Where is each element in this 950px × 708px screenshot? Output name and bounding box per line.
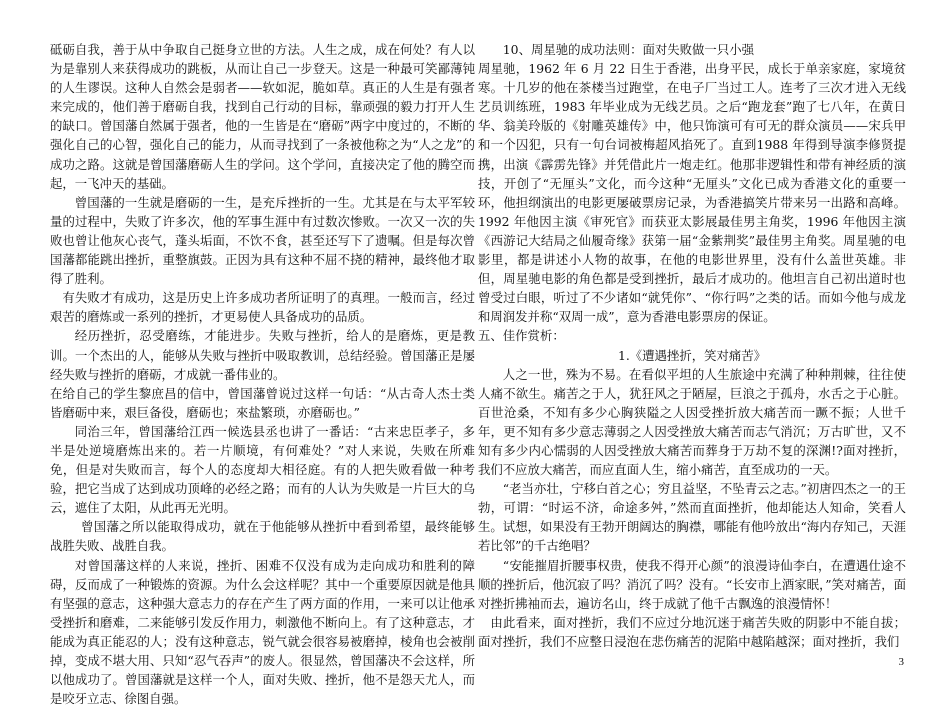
paragraph: “老当亦壮，宁移白首之心；穷且益坚，不坠青云之志。”初唐四杰之一的王勃，可谓：“时运不济，命途多舛，”然而直面挫折，他却能达人知命，笑看人生。试想，如果没有王勃开朗阔达的胸襟，哪能有他吟放出“海内存知己，天涯若比邻”的千古绝唱？ (478, 481, 906, 554)
section-heading: 10、周星驰的成功法则：面对失败做一只小强 (502, 42, 754, 57)
paragraph: 由此看来，面对挫折，我们不应过分地沉迷于痛苦失败的阴影中不能自拔；面对挫折，我们不应整日浸泡在悲伤痛苦的泥陷中越陷越深；面对挫折，我们 (478, 614, 906, 649)
left-column (50, 40, 475, 708)
paragraph: 砥砺自我，善于从中争取自己挺身立世的方法。人生之成，成在何处？有人以为是靠别人来获得成功的跳板，从而让自己一步登天。这是一种最可笑鄙薄钝的人生谬误。这种人自然会是弱者——软如泥，脆如草。真正的人生是有强者来完成的，他们善于磨砺自我，找到自己行动的目标，靠顽强的毅力打开人生的缺口。曾国藩自然属于强者，他的一生皆是在“磨砺”两字中度过的，不断的强化自己的心智，强化自己的能力，从而寻找到了一条被他称之为“人之龙”的成功之路。这就是曾国藩磨砺人生的学问。这个学问，直接决定了他的腾空而起，一飞冲天的基础。 (50, 42, 475, 191)
right-column (478, 40, 906, 651)
paragraph: 同治三年，曾国藩给江西一候选县丞也讲了一番话：“古来忠臣孝子，多半是处逆境磨炼出来的。若一片顺境，有何难处？”对人来说，失败在所难免，但是对失败而言，每个人的态度却大相径庭。有的人把失败看做一种考验，把它当成了达到成功顶峰的必经之路；而有的人认为失败是一片巨大的乌云，遮住了太阳，从此再无光明。 (50, 423, 475, 516)
paragraph: 周星驰，1962 年 6 月 22 日生于香港，出身平民，成长于单亲家庭，家境贫寒。十几岁的他在茶楼当过跑堂，在电子厂当过工人。连考了三次才进入无线艺员训练班，1983 年毕业成为无线艺员。之后“跑龙套”跑了七八年，在黄日华、翁美玲版的《射雕英雄传》中，他只饰演可有可无的群众演员——宋兵甲和一个囚犯，只有一句台词被梅超风掐死了。直到1988 年得到导演李修贤提携，出演《霹雳先锋》并凭借此片一炮走红。他那非逻辑性和带有神经质的演技，开创了“无厘头”文化，而今这种“无厘头”文化已成为香港文化的重要一环，他担纲演出的电影更屡破票房记录，为香港搞笑片带来另一出路和高峰。1992 年他因主演《审死官》而获亚太影展最佳男主角奖，1996 年他因主演《西游记大结局之仙履奇缘》获第一届“金紫荆奖”最佳男主角奖。周星驰的电影里，都是讲述小人物的故事，在他的电影世界里，没有什么盖世英雄。非但，周星驰电影的角色都是受到挫折，最后才成功的。他坦言自己初出道时也曾受过白眼，听过了不少诸如“就凭你”、“你行吗”之类的话。而如今他与成龙和周润发并称“双周一成”，意为香港电影票房的保证。 (478, 61, 906, 325)
page-number: 3 (898, 656, 904, 668)
paragraph: 曾国藩之所以能取得成功，就在于他能够从挫折中看到希望，最终能够战胜失败、战胜自我。 (50, 519, 475, 554)
paragraph: “安能摧眉折腰事权贵，使我不得开心颜”的浪漫诗仙李白，在遭遇仕途不顺的挫折后，他沉寂了吗？消沉了吗？没有。“长安市上酒家眠，”笑对痛苦，面对挫折拂袖而去，遍访名山，终于成就了他千古飘逸的浪漫情怀！ (478, 557, 906, 611)
paragraph: 经历挫折，忍受磨练，才能进步。失败与挫折，给人的是磨炼，更是教训。一个杰出的人，能够从失败与挫折中吸取教训，总结经验。曾国藩正是屡经失败与挫折的磨砺，才成就一番伟业的。 (50, 328, 475, 382)
essay-title: 1.《遭遇挫折，笑对痛苦》 (617, 347, 767, 363)
paragraph: 人之一世，殊为不易。在看似平坦的人生旅途中充满了种种荆棘，往往使人痛不欲生。痛苦之于人，犹狂风之于陋屋，巨浪之于孤舟，水舌之于心脏。百世沧桑，不知有多少心胸狭隘之人因受挫折放大痛苦而一蹶不振；人世千年，更不知有多少意志薄弱之人因受挫放大痛苦而志气消沉；万古旷世，又不知有多少内心懦弱的人因受挫放大痛苦而葬身于万劫不复的深渊!?面对挫折，我们不应放大痛苦，而应直面人生，缩小痛苦，直至成功的一天。 (478, 366, 906, 478)
paragraph: 在给自己的学生黎庶昌的信中，曾国藩曾说过这样一句话：“从古奇人杰士类皆磨砺中来，艰巨备役，磨砺也；來盐繁琐，亦磨砺也。” (50, 385, 475, 420)
section-heading: 五、佳作赏析： (478, 328, 565, 344)
paragraph: 曾国藩的一生就是磨砺的一生，是充斥挫折的一生。尤其是在与太平军较量的过程中，失败了许多次，他的军事生涯中有过数次惨败。一次又一次的失败也曾让他灰心丧气，蓬头垢面，不饮不食，甚至还写下了遗嘱。但是每次曾国藩都能跳出挫折，重整旗鼓。正因为具有这种不屈不挠的精神，最终他才取得了胜利。 (50, 194, 475, 287)
paragraph: 对曾国藩这样的人来说，挫折、困难不仅没有成为走向成功和胜利的障碍，反而成了一种锻炼的资源。为什么会这样呢？其中一个重要原因就是他具有坚强的意志，这种强大意志力的存在产生了两方面的作用，一来可以让他承受挫折和磨难，二来能够引发反作用力，刺激他不断向上。有了这种意志，才能成为真正能忍的人；没有这种意志，锐气就会很容易被磨掉，棱角也会被削掉，变成不堪大用、只知“忍气吞声”的废人。很显然，曾国藩决不会这样，所以他成功了。曾国藩就是这样一个人，面对失败、挫折，他不是怨天尤人，而是咬牙立志、徐图自强。 (50, 557, 475, 707)
paragraph: 有失败才有成功，这是历史上许多成功者所证明了的真理。一般而言，经过艰苦的磨炼或一系列的挫折，才更易使人具备成功的品质。 (50, 290, 475, 325)
